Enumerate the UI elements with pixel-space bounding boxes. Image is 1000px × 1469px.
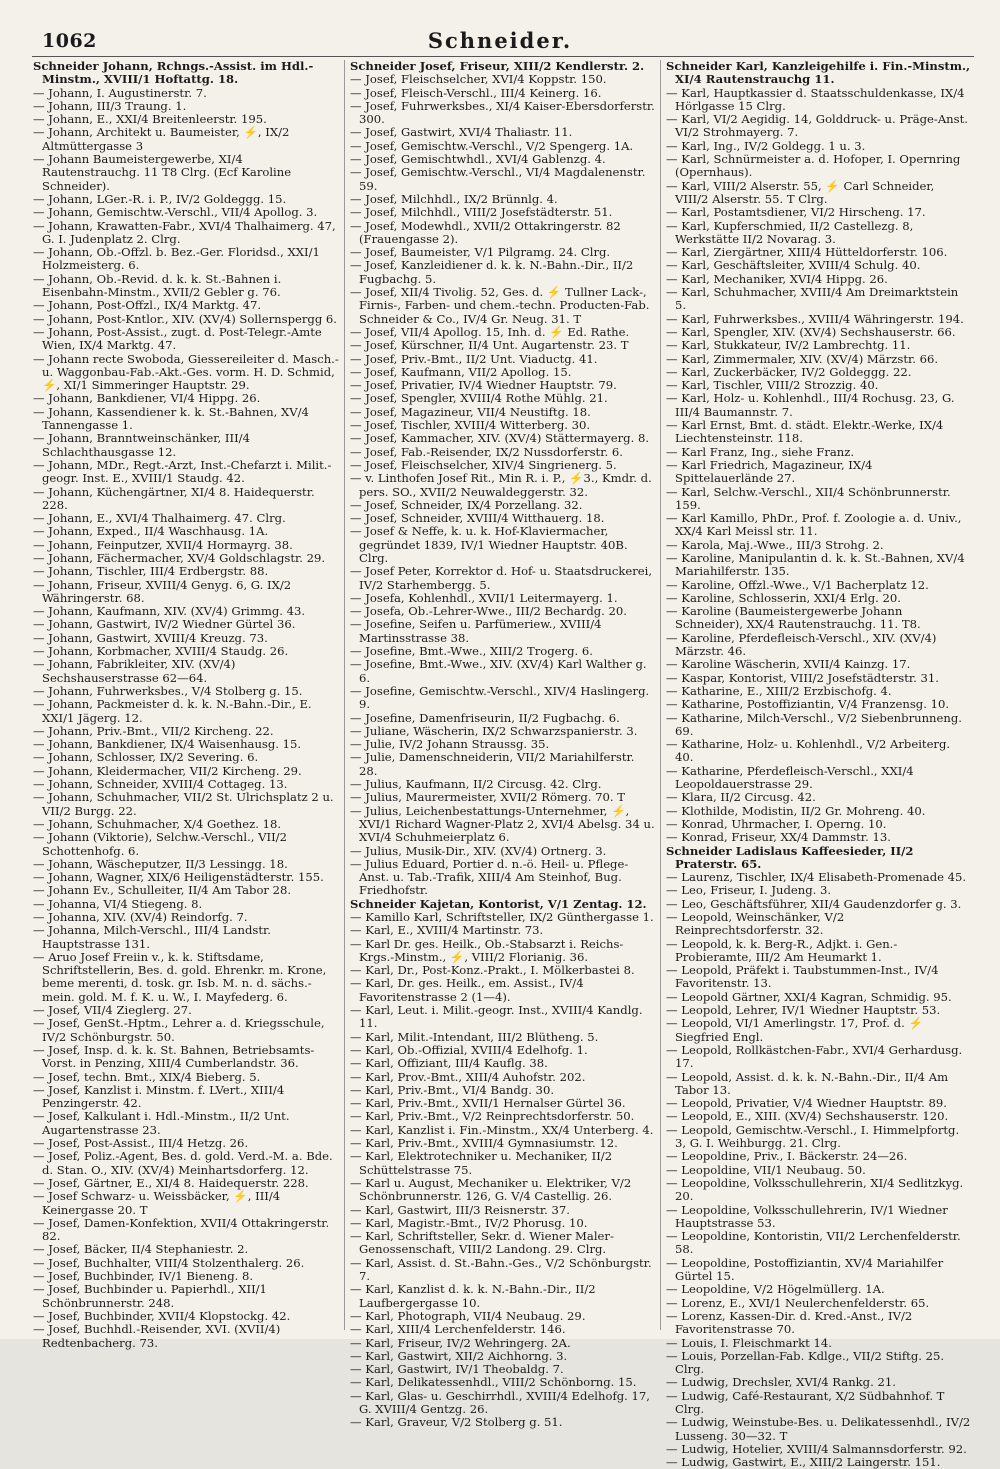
directory-entry: — Josefine, Seifen u. Parfümeriew., XVIII/4 Martinsstrasse 38. <box>350 617 602 645</box>
directory-entry: — Josef & Neffe, k. u. k. Hof-Klaviermacher, gegründet 1839, IV/1 Wiedner Hauptstr. 40B. Clrg. <box>350 524 628 565</box>
directory-entry: — Josefine, Gemischtw.-Verschl., XIV/4 Haslingerg. 9. <box>350 683 650 712</box>
directory-entry: — Karl, Elektrotechniker u. Mechaniker, II/2 Schüttelstrasse 75. <box>350 1149 613 1177</box>
directory-entry: — Josef, Kanzlist i. Minstm. f. LVert., XIII/4 Penzingerstr. 42. <box>33 1082 285 1111</box>
page-number: 1062 <box>42 30 97 52</box>
directory-entry: — Josef, Schneider, IX/4 Porzellang. 32. <box>350 497 583 512</box>
directory-entry: — Karl, Milit.-Intendant, III/2 Blütheng. 5. <box>350 1029 599 1044</box>
directory-entry: — Karl, Gastwirt, XII/2 Aichhorng. 3. <box>350 1348 568 1363</box>
directory-entry: — Josef, Baumeister, V/1 Pilgramg. 24. Clrg. <box>350 245 611 260</box>
directory-entry: — Josef, techn. Bmt., XIX/4 Bieberg. 5. <box>33 1069 261 1084</box>
directory-entry: — Josef, Spengler, XVIII/4 Rothe Mühlg. 21. <box>350 391 608 406</box>
directory-entry: — Karl Dr. ges. Heilk., Ob.-Stabsarzt i. Reichs-Krgs.-Minstm., ⚡, VIII/2 Florianig. 36. <box>350 936 624 964</box>
directory-entry: — Josef, Tischler, XVIII/4 Witterberg. 30. <box>350 418 591 433</box>
directory-entry: — Leopold, Privatier, V/4 Wiedner Hauptstr. 89. <box>666 1096 947 1111</box>
column-left <box>28 59 344 1350</box>
directory-entry: — Karl, Selchw.-Verschl., XII/4 Schönbrunnerstr. 159. <box>666 484 951 512</box>
directory-entry: — Konrad, Uhrmacher, I. Operng. 10. <box>666 816 887 831</box>
directory-entry: — Johann, E., XVI/4 Thalhaimerg. 47. Clrg. <box>33 511 286 526</box>
directory-entry: — Leopold, Lehrer, IV/1 Wiedner Hauptstr. 53. <box>666 1003 941 1018</box>
directory-entry: — Karoline, Offzl.-Wwe., V/1 Bacherplatz 12. <box>666 577 929 592</box>
directory-entry: Schneider Karl, Kanzleigehilfe i. Fin.-Minstm., XI/4 Rautenstrauchg 11. <box>666 59 971 87</box>
directory-entry: — Ludwig, Drechsler, XVI/4 Rankg. 21. <box>666 1375 896 1390</box>
directory-entry: — Johann, Priv.-Bmt., VII/2 Kircheng. 22. <box>33 723 274 738</box>
directory-entry: — Johann, Fächermacher, XV/4 Goldschlagstr. 29. <box>33 550 326 565</box>
directory-entry: — Johann, Fabrikleiter, XIV. (XV/4) Sechshauserstrasse 62—64. <box>33 657 236 685</box>
directory-entry: — Johann, Korbmacher, XVIII/4 Staudg. 26. <box>33 644 289 659</box>
directory-entry: — Karoline, Manipulantin d. k. k. St.-Bahnen, XV/4 Mariahilferstr. 135. <box>666 550 965 579</box>
directory-entry: — Julie, Damenschneiderin, VII/2 Mariahilferstr. 28. <box>350 750 635 778</box>
directory-entry: — Karl, Priv.-Bmt., V/2 Reinprechtsdorferstr. 50. <box>350 1109 635 1124</box>
directory-entry: — Kaspar, Kontorist, VIII/2 Josefstädterstr. 31. <box>666 670 939 685</box>
directory-entry: — Karl Ernst, Bmt. d. städt. Elektr.-Werke, IX/4 Liechtensteinstr. 118. <box>666 418 944 446</box>
directory-entry: — Karl, Friseur, IV/2 Wehringerg. 2A. <box>350 1335 571 1350</box>
directory-entry: — Karl, Postamtsdiener, VI/2 Hirscheng. 17. <box>666 205 926 220</box>
directory-entry: Schneider Kajetan, Kontorist, V/1 Zentag. 12. <box>350 896 647 911</box>
directory-entry: — Johann, LGer.-R. i. P., IV/2 Goldeggg. 15. <box>33 191 287 206</box>
directory-entry: — Johann, MDr., Regt.-Arzt, Inst.-Chefarzt i. Milit.-geogr. Inst. E., XVIII/1 Staudg. 42. <box>33 457 332 486</box>
directory-entry: — Johann, Post-Offzl., IX/4 Marktg. 47. <box>33 298 262 313</box>
directory-entry: — Josef, Fab.-Reisender, IX/2 Nussdorferstr. 6. <box>350 444 623 459</box>
directory-entry: — Julius, Kaufmann, II/2 Circusg. 42. Clrg. <box>350 777 602 792</box>
directory-entry: — Karl, Assist. d. St.-Bahn.-Ges., V/2 Schönburgstr. 7. <box>350 1255 652 1284</box>
directory-entry: — Johann, Post-Assist., zugt. d. Post-Telegr.-Amte Wien, IX/4 Marktg. 47. <box>33 324 322 353</box>
directory-entry: — Karl, Zimmermaler, XIV. (XV/4) Märzstr. 66. <box>666 351 939 366</box>
directory-entry: — Johann, E., XXI/4 Breitenleerstr. 195. <box>33 112 267 127</box>
directory-entry: — Katharine, Postoffiziantin, V/4 Franzensg. 10. <box>666 697 950 712</box>
directory-entry: — Ludwig, Weinstube-Bes. u. Delikatessenhdl., IV/2 Lusseng. 30—32. T <box>666 1415 971 1443</box>
directory-entry: — Ludwig, Hotelier, XVIII/4 Salmannsdorferstr. 92. <box>666 1441 967 1456</box>
directory-entry: — Josef, Kalkulant i. Hdl.-Minstm., II/2 Unt. Augartenstrasse 23. <box>33 1109 290 1137</box>
directory-entry: — Josef, Gastwirt, XVI/4 Thaliastr. 11. <box>350 125 573 140</box>
directory-entry: — Katharine, E., XIII/2 Erzbischofg. 4. <box>666 683 892 698</box>
directory-entry: — Karl, Tischler, VIII/2 Strozzig. 40. <box>666 378 879 393</box>
directory-entry: — Johann, Architekt u. Baumeister, ⚡, IX/2 Altmüttergasse 3 <box>33 125 290 153</box>
directory-entry: — Leopoldine, Volksschullehrerin, XI/4 Sedlitzkyg. 20. <box>666 1175 964 1204</box>
directory-entry: — Josef, Fleisch-Verschl., III/4 Keinerg. 16. <box>350 85 602 100</box>
directory-entry: — Leopold, Rollkästchen-Fabr., XVI/4 Gerhardusg. 17. <box>666 1042 963 1071</box>
directory-entry: — Karl, Hauptkassier d. Staatsschuldenkasse, IX/4 Hörlgasse 15 Clrg. <box>666 85 965 113</box>
directory-entry: — Josef, Privatier, IV/4 Wiedner Hauptstr. 79. <box>350 378 617 393</box>
header-rule <box>32 56 974 57</box>
directory-entry: — Johann, Post-Kntlor., XIV. (XV/4) Sollernspergg 6. <box>33 311 337 326</box>
directory-entry: — Josefine, Bmt.-Wwe., XIII/2 Trogerg. 6. <box>350 644 593 659</box>
directory-entry: — Josef, GenSt.-Hptm., Lehrer a. d. Kriegsschule, IV/2 Schönburgstr. 50. <box>33 1016 325 1044</box>
directory-entry: — Leopold, VI/1 Amerlingstr. 17, Prof. d. ⚡ Siegfried Engl. <box>666 1016 923 1044</box>
directory-entry: — Josef, Buchbinder, XVII/4 Klopstockg. 42. <box>33 1308 291 1323</box>
directory-entry: — Johann, I. Augustinerstr. 7. <box>33 85 207 100</box>
directory-entry: — Karl, Priv.-Bmt., VI/4 Bandg. 30. <box>350 1082 554 1097</box>
directory-entry: Schneider Josef, Friseur, XIII/2 Kendlerstr. 2. <box>350 59 645 73</box>
directory-entry: — Laurenz, Tischler, IX/4 Elisabeth-Promenade 45. <box>666 870 967 885</box>
directory-entry: — Johann, Packmeister d. k. k. N.-Bahn.-Dir., E. XXI/1 Jägerg. 12. <box>33 697 312 725</box>
directory-entry: — Karl, Ob.-Offizial, XVIII/4 Edelhofg. 1. <box>350 1042 588 1057</box>
directory-entry: — Karl, Dr., Post-Konz.-Prakt., I. Mölkerbastei 8. <box>350 963 635 978</box>
directory-entry: — Leopoldine, Kontoristin, VII/2 Lerchenfelderstr. 58. <box>666 1229 961 1257</box>
directory-entry: — Josef, Insp. d. k. k. St. Bahnen, Betriebsamts-Vorst. in Penzing, XIII/4 Cumberlandstr. 36. <box>33 1042 315 1071</box>
directory-entry: — Karl, Prov.-Bmt., XIII/4 Auhofstr. 202. <box>350 1069 586 1084</box>
directory-entry: — Johann, Küchengärtner, XI/4 8. Haidequerstr. 228. <box>33 484 315 512</box>
directory-entry: — Katharine, Holz- u. Kohlenhdl., V/2 Arbeiterg. 40. <box>666 737 951 765</box>
directory-entry: — Karl, Mechaniker, XVI/4 Hippg. 26. <box>666 271 888 286</box>
directory-entry: — Josef, Modewhdl., XVII/2 Ottakringerstr. 82 (Frauengasse 2). <box>350 218 621 246</box>
directory-entry: — Karl, Offiziant, III/4 Kauflg. 38. <box>350 1056 548 1071</box>
directory-entry: — Ludwig, Gastwirt, E., XIII/2 Laingerstr. 151. <box>666 1455 941 1469</box>
directory-entry: — Lorenz, Kassen-Dir. d. Kred.-Anst., IV/2 Favoritenstrasse 70. <box>666 1308 913 1337</box>
directory-entry: — Josef, Kanzleidiener d. k. k. N.-Bahn.-Dir., II/2 Fugbachg. 5. <box>350 258 634 286</box>
directory-entry: — Katharine, Milch-Verschl., V/2 Siebenbrunneng. 69. <box>666 710 962 738</box>
directory-entry: — Leopold Gärtner, XXI/4 Kagran, Schmidig. 95. <box>666 989 952 1004</box>
directory-entry: — Johann (Viktorie), Selchw.-Verschl., VII/2 Schottenhofg. 6. <box>33 830 287 858</box>
directory-entry: — Josef, Fleischselcher, XVI/4 Koppstr. 150. <box>350 72 607 87</box>
directory-entry: — Karl Friedrich, Magazineur, IX/4 Spittelauerlände 27. <box>666 457 873 486</box>
directory-entry: — Leopoldine, V/2 Högelmüllerg. 1A. <box>666 1282 885 1297</box>
directory-entry: — Karl, VI/2 Aegidig. 14, Golddruck- u. Präge-Anst. VI/2 Strohmayerg. 7. <box>666 112 968 140</box>
directory-entry: — Juliane, Wäscherin, IX/2 Schwarzspanierstr. 3. <box>350 723 638 738</box>
directory-entry: — Karoline, Schlosserin, XXI/4 Erlg. 20. <box>666 590 901 605</box>
directory-entry: — Josef, Fuhrwerksbes., XI/4 Kaiser-Ebersdorferstr. 300. <box>350 98 655 127</box>
directory-entry: — v. Linthofen Josef Rit., Min R. i. P., ⚡3., Kmdr. d. pers. SO., XVII/2 Neuwaldeggerstr. 32. <box>350 471 652 499</box>
directory-entry: — Karl, Holz- u. Kohlenhdl., III/4 Rochusg. 23, G. III/4 Baumannstr. 7. <box>666 391 955 419</box>
directory-entry: — Karl, Graveur, V/2 Stolberg g. 51. <box>350 1415 563 1430</box>
directory-entry: — Karl, Geschäftsleiter, XVIII/4 Schulg. 40. <box>666 258 921 273</box>
directory-entry: — Karl, Leut. i. Milit.-geogr. Inst., XVIII/4 Kandlg. 11. <box>350 1003 643 1031</box>
directory-entry: — Josef, XII/4 Tivolig. 52, Ges. d. ⚡ Tullner Lack-, Firnis-, Farben- und chem.-techn. Producten-Fab. Schneider & Co., IV/4 Gr. Neug. 31. T <box>350 285 650 326</box>
directory-entry: — Karl, Schnürmeister a. d. Hofoper, I. Opernring (Opernhaus). <box>666 152 961 180</box>
directory-entry: — Klara, II/2 Circusg. 42. <box>666 790 816 805</box>
directory-entry: — Karl, E., XVIII/4 Martinstr. 73. <box>350 923 544 938</box>
directory-entry: — Katharine, Pferdefleisch-Verschl., XXI/4 Leopoldauerstrasse 29. <box>666 763 914 792</box>
directory-entry: — Johann, Schuhmacher, X/4 Goethez. 18. <box>33 816 282 831</box>
directory-entry: — Leopoldine, Postoffiziantin, XV/4 Mariahilfer Gürtel 15. <box>666 1255 944 1284</box>
directory-entry: — Leopold, Assist. d. k. k. N.-Bahn.-Dir., II/4 Am Tabor 13. <box>666 1069 949 1097</box>
directory-entry: — Josef Peter, Korrektor d. Hof- u. Staatsdruckerei, IV/2 Starhembergg. 5. <box>350 564 653 592</box>
directory-entry: — Karl, Magistr.-Bmt., IV/2 Phorusg. 10. <box>350 1215 588 1230</box>
directory-entry: — Josefa, Kohlenhdl., XVII/1 Leitermayerg. 1. <box>350 590 618 605</box>
column-right <box>660 59 976 1469</box>
directory-entry: — Johann, Schlosser, IX/2 Severing. 6. <box>33 750 259 765</box>
directory-entry: — Josef, Kammacher, XIV. (XV/4) Stättermayerg. 8. <box>350 431 650 446</box>
directory-entry: — Johann recte Swoboda, Giessereileiter d. Masch.- u. Waggonbau-Fab.-Akt.-Ges. vorm. H. D. Schmid, ⚡, XI/1 Simmeringer Hauptstr. 29. <box>33 351 339 393</box>
directory-entry: — Josefa, Ob.-Lehrer-Wwe., III/2 Bechardg. 20. <box>350 604 627 619</box>
directory-entry: — Karl, Gastwirt, III/3 Reisnerstr. 37. <box>350 1202 570 1217</box>
directory-entry: — Karl u. August, Mechaniker u. Elektriker, V/2 Schönbrunnerstr. 126, G. V/4 Castellig. 26. <box>350 1175 632 1204</box>
directory-entry: — Karl, Glas- u. Geschirrhdl., XVIII/4 Edelhofg. 17, G. XVIII/4 Gentzg. 26. <box>350 1388 650 1416</box>
directory-entry: Schneider Ladislaus Kaffeesieder, II/2 Praterstr. 65. <box>666 843 914 871</box>
directory-entry: — Karl Kamillo, PhDr., Prof. f. Zoologie a. d. Univ., XX/4 Karl Meissl str. 11. <box>666 511 962 539</box>
directory-entry: — Josefine, Bmt.-Wwe., XIV. (XV/4) Karl Walther g. 6. <box>350 657 647 685</box>
directory-entry: — Karola, Maj.-Wwe., III/3 Strohg. 2. <box>666 537 884 552</box>
directory-entry: — Josef, VII/4 Apollog. 15, Inh. d. ⚡ Ed. Rathe. <box>350 324 630 339</box>
directory-entry: — Karl, VIII/2 Alserstr. 55, ⚡ Carl Schneider, VIII/2 Alserstr. 55. T Clrg. <box>666 178 935 206</box>
directory-entry: — Johann, Schuhmacher, VII/2 St. Ulrichsplatz 2 u. VII/2 Burgg. 22. <box>33 790 334 818</box>
column-middle <box>344 59 660 1430</box>
directory-entry: — Josef, Post-Assist., III/4 Hetzg. 26. <box>33 1136 249 1151</box>
directory-entry: — Karl, Kanzlist i. Fin.-Minstm., XX/4 Unterberg. 4. <box>350 1122 654 1137</box>
directory-entry: — Johann, Schneider, XVIII/4 Cottageg. 13. <box>33 777 288 792</box>
directory-entry: — Karl Franz, Ing., siehe Franz. <box>666 444 855 459</box>
directory-entry: — Johann, Ob.-Offzl. b. Bez.-Ger. Floridsd., XXI/1 Holzmeisterg. 6. <box>33 245 320 273</box>
directory-entry: — Josef, Buchbinder, IV/1 Bieneng. 8. <box>33 1269 254 1284</box>
directory-entry: — Johanna, VI/4 Stiegeng. 8. <box>33 896 203 911</box>
directory-entry: — Josef, Kaufmann, VII/2 Apollog. 15. <box>350 364 572 379</box>
directory-entry: — Josef, Milchhdl., VIII/2 Josefstädterstr. 51. <box>350 205 613 220</box>
directory-entry: — Leopold, E., XIII. (XV/4) Sechshauserstr. 120. <box>666 1109 949 1124</box>
directory-entry: — Louis, Porzellan-Fab. Kdlge., VII/2 Stiftg. 25. Clrg. <box>666 1348 945 1377</box>
directory-entry: — Leo, Geschäftsführer, XII/4 Gaudenzdorfer g. 3. <box>666 896 962 911</box>
directory-entry: — Julius, Maurermeister, XVII/2 Römerg. 70. T <box>350 790 625 805</box>
directory-entry: — Josef, Poliz.-Agent, Bes. d. gold. Verd.-M. a. Bde. d. Stan. O., XIV. (XV/4) Meinhartsdorferg. 12. <box>33 1149 333 1177</box>
directory-entry: — Karl, XIII/4 Lerchenfelderstr. 146. <box>350 1322 566 1337</box>
directory-entry: — Louis, I. Fleischmarkt 14. <box>666 1335 832 1350</box>
directory-entry: — Karl, Delikatessenhdl., VIII/2 Schönborng. 15. <box>350 1375 637 1390</box>
directory-entry: — Josef, Buchbinder u. Papierhdl., XII/1 Schönbrunnerstr. 248. <box>33 1282 267 1310</box>
directory-entry: — Karl, Kanzlist d. k. k. N.-Bahn.-Dir., II/2 Laufbergergasse 10. <box>350 1282 596 1310</box>
directory-entry: — Leopold, Präfekt i. Taubstummen-Inst., IV/4 Favoritenstr. 13. <box>666 963 939 991</box>
directory-entry: — Karoline, Pferdefleisch-Verschl., XIV. (XV/4) Märzstr. 46. <box>666 630 937 659</box>
directory-entry: — Karl, Stukkateur, IV/2 Lambrechtg. 11. <box>666 338 911 353</box>
directory-entry: — Johann, Kassendiener k. k. St.-Bahnen, XV/4 Tannengasse 1. <box>33 404 309 433</box>
directory-entry: — Josef, VII/4 Zieglerg. 27. <box>33 1003 192 1018</box>
directory-entry: — Johann, Wäscheputzer, II/3 Lessingg. 18. <box>33 856 288 871</box>
directory-entry: — Josef, Milchhdl., IX/2 Brünnlg. 4. <box>350 191 558 206</box>
directory-entry: — Karoline (Baumeistergewerbe Johann Schneider), XX/4 Rautenstrauchg. 11. T8. <box>666 604 921 632</box>
directory-entry: — Leopoldine, Priv., I. Bäckerstr. 24—26. <box>666 1149 908 1164</box>
directory-entry: — Josef, Priv.-Bmt., II/2 Unt. Viaductg. 41. <box>350 351 598 366</box>
directory-entry: — Julius Eduard, Portier d. n.-ö. Heil- u. Pflege-Anst. u. Tab.-Trafik, XIII/4 Am Steinhof, Bug. Friedhofstr. <box>350 856 629 898</box>
directory-entry: — Johann, Bankdiener, IX/4 Waisenhausg. 15. <box>33 737 302 752</box>
directory-entry: — Johann, Ob.-Revid. d. k. k. St.-Bahnen i. Eisenbahn-Minstm., XVII/2 Gebler g. 76. <box>33 271 282 300</box>
directory-entry: — Karl, Spengler, XIV. (XV/4) Sechshauserstr. 66. <box>666 324 956 339</box>
directory-entry: — Josef, Gemischtw.-Verschl., V/2 Spengerg. 1A. <box>350 138 634 153</box>
directory-entry: — Josef, Gemischtwhdl., XVI/4 Gablenzg. 4. <box>350 152 606 167</box>
directory-entry: — Leo, Friseur, I. Judeng. 3. <box>666 883 832 898</box>
directory-entry: — Josef, Gemischtw.-Verschl., VI/4 Magdalenenstr. 59. <box>350 165 646 193</box>
directory-entry: — Johann, Friseur, XVIII/4 Genyg. 6, G. IX/2 Währingerstr. 68. <box>33 577 292 605</box>
directory-entry: — Josef, Buchhalter, VIII/4 Stolzenthalerg. 26. <box>33 1255 305 1270</box>
directory-entry: — Johann, Gastwirt, IV/2 Wiedner Gürtel 36. <box>33 617 296 632</box>
directory-entry: — Karl, Fuhrwerksbes., XVIII/4 Währingerstr. 194. <box>666 311 964 326</box>
directory-entry: — Johann, Gastwirt, XVIII/4 Kreuzg. 73. <box>33 630 268 645</box>
directory-entry: — Leopold, k. k. Berg-R., Adjkt. i. Gen.-Probieramte, III/2 Am Heumarkt 1. <box>666 936 898 964</box>
directory-entry: — Johann Baumeistergewerbe, XI/4 Rautenstrauchg. 11 T8 Clrg. (Ecf Karoline Schneider). <box>33 152 292 193</box>
directory-entry: — Josef, Buchhdl.-Reisender, XVI. (XVII/4) Redtenbacherg. 73. <box>33 1322 281 1350</box>
directory-columns <box>28 59 978 1469</box>
directory-entry: — Klothilde, Modistin, II/2 Gr. Mohreng. 40. <box>666 803 926 818</box>
directory-entry: — Karl, Schriftsteller, Sekr. d. Wiener Maler-Genossenschaft, VIII/2 Landong. 29. Clrg. <box>350 1229 614 1257</box>
directory-entry: — Josef Schwarz- u. Weissbäcker, ⚡, III/4 Keinergasse 20. T <box>33 1189 281 1217</box>
directory-entry: — Karl, Ing., IV/2 Goldegg. 1 u. 3. <box>666 138 866 153</box>
directory-entry: — Karl, Dr. ges. Heilk., em. Assist., IV/4 Favoritenstrasse 2 (1—4). <box>350 976 584 1004</box>
directory-entry: — Josef, Magazineur, VII/4 Neustiftg. 18. <box>350 404 591 419</box>
directory-entry: — Konrad, Friseur, XX/4 Dammstr. 13. <box>666 830 891 845</box>
directory-entry: — Johanna, XIV. (XV/4) Reindorfg. 7. <box>33 910 248 924</box>
directory-entry: — Johann, Gemischtw.-Verschl., VII/4 Apollog. 3. <box>33 205 318 220</box>
directory-entry: — Aruo Josef Freiin v., k. k. Stiftsdame, Schriftstellerin, Bes. d. gold. Ehrenkr. m. Krone, beme merenti, d. tosk. gr. Isb. M. n. d. sächs.-mein. gold. M. f. K. u. W., I. Mayfederg. 6. <box>33 949 327 1004</box>
directory-entry: — Johanna, Milch-Verschl., III/4 Landstr. Hauptstrasse 131. <box>33 923 271 951</box>
directory-entry: — Johann, Kaufmann, XIV. (XV/4) Grimmg. 43. <box>33 604 306 619</box>
directory-entry: — Johann, Feinputzer, XVII/4 Hormayrg. 38. <box>33 537 293 552</box>
directory-entry: — Karl, Kupferschmied, II/2 Castellezg. 8, Werkstätte II/2 Novarag. 3. <box>666 218 914 246</box>
directory-entry: — Johann, Wagner, XIX/6 Heiligenstädterstr. 155. <box>33 870 324 885</box>
directory-entry: — Karl, Schuhmacher, XVIII/4 Am Dreimarktstein 5. <box>666 285 959 313</box>
directory-entry: — Julie, IV/2 Johann Straussg. 35. <box>350 737 550 752</box>
directory-entry: — Johann Ev., Schulleiter, II/4 Am Tabor 28. <box>33 883 292 898</box>
directory-entry: — Johann, Kleidermacher, VII/2 Kircheng. 29. <box>33 763 302 778</box>
directory-entry: — Johann, Tischler, III/4 Erdbergstr. 88. <box>33 564 269 579</box>
directory-entry: — Josef, Schneider, XVIII/4 Witthauerg. 18. <box>350 511 605 526</box>
directory-entry: — Leopold, Weinschänker, V/2 Reinprechtsdorferstr. 32. <box>666 910 845 938</box>
running-head: Schneider. <box>427 28 573 53</box>
directory-entry: — Ludwig, Café-Restaurant, X/2 Südbahnhof. T Clrg. <box>666 1388 945 1416</box>
directory-entry: — Karl, Ziergärtner, XIII/4 Hütteldorferstr. 106. <box>666 245 948 260</box>
directory-entry: — Karl, Gastwirt, IV/1 Theobaldg. 7. <box>350 1362 564 1377</box>
directory-entry: — Johann, Exped., II/4 Waschhausg. 1A. <box>33 524 269 539</box>
directory-entry: — Josef, Damen-Konfektion, XVII/4 Ottakringerstr. 82. <box>33 1215 330 1244</box>
directory-entry: — Johann, Fuhrwerksbes., V/4 Stolberg g. 15. <box>33 683 303 698</box>
directory-entry: — Karoline Wäscherin, XVII/4 Kainzg. 17. <box>666 657 911 672</box>
directory-entry: Schneider Johann, Rchngs.-Assist. im Hdl.-Minstm., XVIII/1 Hoftattg. 18. <box>33 59 314 87</box>
directory-entry: — Karl, Priv.-Bmt., XVII/1 Hernalser Gürtel 36. <box>350 1096 626 1111</box>
directory-entry: — Lorenz, E., XVI/1 Neulerchenfelderstr. 65. <box>666 1295 930 1310</box>
directory-entry: — Josef, Kürschner, II/4 Unt. Augartenstr. 23. T <box>350 338 629 353</box>
directory-entry: — Johann, Branntweinschänker, III/4 Schlachthausgasse 12. <box>33 431 250 459</box>
directory-entry: — Josef, Gärtner, E., XI/4 8. Haidequerstr. 228. <box>33 1175 309 1190</box>
directory-entry: — Leopold, Gemischtw.-Verschl., I. Himmelpfortg. 3, G. I. Weihburgg. 21. Clrg. <box>666 1122 960 1151</box>
page-header <box>0 0 1000 52</box>
directory-entry: — Johann, Bankdiener, VI/4 Hippg. 26. <box>33 391 261 406</box>
directory-entry: — Julius, Musik-Dir., XIV. (XV/4) Ortnerg. 3. <box>350 843 607 858</box>
directory-entry: — Josef, Fleischselcher, XIV/4 Singrienerg. 5. <box>350 457 617 472</box>
directory-entry: — Josefine, Damenfriseurin, II/2 Fugbachg. 6. <box>350 710 620 725</box>
directory-entry: — Johann, III/3 Traung. 1. <box>33 98 187 113</box>
directory-entry: — Julius, Leichenbestattungs-Unternehmer, ⚡, XVI/1 Richard Wagner-Platz 2, XVI/4 Abelsg. 34 u. XVI/4 Schuhmeierplatz 6. <box>350 803 655 845</box>
directory-entry: — Johann, Krawatten-Fabr., XVI/4 Thalhaimerg. 47, G. I. Judenplatz 2. Clrg. <box>33 218 336 246</box>
directory-entry: — Karl, Zuckerbäcker, IV/2 Goldeggg. 22. <box>666 364 912 379</box>
directory-entry: — Karl, Photograph, VII/4 Neubaug. 29. <box>350 1308 586 1323</box>
directory-entry: — Karl, Priv.-Bmt., XVIII/4 Gymnasiumstr. 12. <box>350 1136 618 1151</box>
directory-entry: — Leopoldine, VII/1 Neubaug. 50. <box>666 1162 866 1177</box>
directory-entry: — Leopoldine, Volksschullehrerin, IV/1 Wiedner Hauptstrasse 53. <box>666 1202 948 1230</box>
directory-entry: — Kamillo Karl, Schriftsteller, IX/2 Günthergasse 1. <box>350 910 654 924</box>
directory-entry: — Josef, Bäcker, II/4 Stephaniestr. 2. <box>33 1242 249 1257</box>
